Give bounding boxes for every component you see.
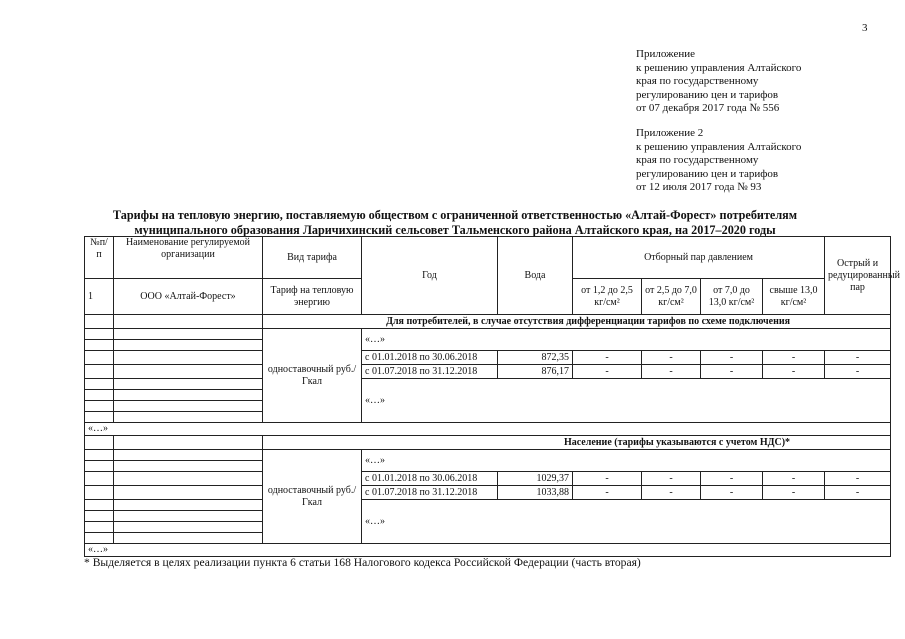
header-pressure-4: свыше 13,0 кг/см² <box>763 279 825 315</box>
table-row <box>85 423 891 436</box>
tariff-unit-label: одноставочный руб./Гкал <box>263 329 362 423</box>
document-title-line: муниципального образования Ларичихинский сельсовет Тальменского района Алтайского края, на 2017–2020 годы <box>134 222 776 237</box>
period: с 01.07.2018 по 31.12.2018 <box>362 486 498 500</box>
header-steam-group: Отборный пар давлением <box>573 237 825 279</box>
row-num: 1 <box>85 279 114 315</box>
ellipsis-placeholder: «…» <box>362 450 891 472</box>
section-heading: Население (тарифы указываются с учетом НДС)* <box>263 436 891 450</box>
dash-cell: - <box>701 486 763 500</box>
water-value: 872,35 <box>498 351 573 365</box>
dash-cell: - <box>825 472 891 486</box>
table-row <box>85 379 891 390</box>
table-row <box>85 351 891 365</box>
table-header-row <box>85 237 891 279</box>
table-row <box>85 329 891 340</box>
header-year: Год <box>362 237 498 315</box>
water-value: 1029,37 <box>498 472 573 486</box>
water-value: 1033,88 <box>498 486 573 500</box>
dash-cell: - <box>763 365 825 379</box>
appendix-note-line: к решению управления Алтайского <box>636 61 802 74</box>
document-title-line: Тарифы на тепловую энергию, поставляемую обществом с ограниченной ответственностью «Алтай-Форест» потребителям <box>112 208 798 222</box>
dash-cell: - <box>642 351 701 365</box>
dash-cell: - <box>825 365 891 379</box>
water-value: 876,17 <box>498 365 573 379</box>
table-row <box>85 315 891 329</box>
appendix-note-line: края по государственному <box>636 154 759 166</box>
ellipsis-placeholder: «…» <box>362 329 891 351</box>
period: с 01.07.2018 по 31.12.2018 <box>362 365 498 379</box>
table-row <box>85 500 891 511</box>
tariff-name: Тариф на тепловую энергию <box>263 279 362 315</box>
table-row <box>85 450 891 461</box>
section-heading: Для потребителей, в случае отсутствия дифференциации тарифов по схеме подключения <box>263 315 891 329</box>
ellipsis-placeholder: «…» <box>85 423 891 436</box>
appendix-note-line: от 12 июля 2017 года № 93 <box>636 181 762 193</box>
header-water: Вода <box>498 237 573 315</box>
appendix-note-line: Приложение 2 <box>636 127 704 139</box>
dash-cell: - <box>573 351 642 365</box>
table-row <box>85 472 891 486</box>
page-number: 3 <box>862 22 868 34</box>
dash-cell: - <box>642 486 701 500</box>
appendix-note-line: регулированию цен и тарифов <box>636 88 779 101</box>
table-row <box>85 365 891 379</box>
appendix-note-line: края по государственному <box>636 75 759 87</box>
header-pressure-3: от 7,0 до 13,0 кг/см² <box>701 279 763 315</box>
appendix-note-2 <box>636 127 801 195</box>
appendix-note-line: к решению управления Алтайского <box>636 140 802 153</box>
table-row <box>85 544 891 557</box>
header-pressure-2: от 2,5 до 7,0 кг/см² <box>642 279 701 315</box>
header-sharp-steam: Острый и редуцированный пар <box>825 237 891 315</box>
header-tariff-type: Вид тарифа <box>263 237 362 279</box>
dash-cell: - <box>763 351 825 365</box>
tariff-unit-label: одноставочный руб./Гкал <box>263 450 362 544</box>
ellipsis-placeholder: «…» <box>362 379 891 423</box>
footnote: * Выделяется в целях реализации пункта 6 статьи 168 Налогового кодекса Российской Федерации (часть вторая) <box>84 556 641 569</box>
ellipsis-placeholder: «…» <box>362 500 891 544</box>
dash-cell: - <box>573 472 642 486</box>
appendix-note-1 <box>636 48 801 116</box>
dash-cell: - <box>825 486 891 500</box>
header-num: №п/п <box>85 237 114 279</box>
ellipsis-placeholder: «…» <box>85 544 891 557</box>
dash-cell: - <box>763 486 825 500</box>
dash-cell: - <box>701 365 763 379</box>
appendix-note-line: Приложение <box>636 48 696 60</box>
period: с 01.01.2018 по 30.06.2018 <box>362 472 498 486</box>
tariff-table <box>84 236 900 557</box>
appendix-note-line: регулированию цен и тарифов <box>636 167 779 180</box>
appendix-note-line: от 07 декабря 2017 года № 556 <box>636 102 780 114</box>
dash-cell: - <box>573 365 642 379</box>
table-row <box>85 436 891 450</box>
dash-cell: - <box>701 472 763 486</box>
dash-cell: - <box>573 486 642 500</box>
dash-cell: - <box>825 351 891 365</box>
header-pressure-1: от 1,2 до 2,5 кг/см² <box>573 279 642 315</box>
dash-cell: - <box>701 351 763 365</box>
org-name: ООО «Алтай-Форест» <box>114 279 263 315</box>
dash-cell: - <box>642 365 701 379</box>
dash-cell: - <box>763 472 825 486</box>
table-row <box>85 486 891 500</box>
document-title <box>60 208 850 237</box>
dash-cell: - <box>642 472 701 486</box>
period: с 01.01.2018 по 30.06.2018 <box>362 351 498 365</box>
header-org: Наименование регулируемой организации <box>114 237 263 279</box>
